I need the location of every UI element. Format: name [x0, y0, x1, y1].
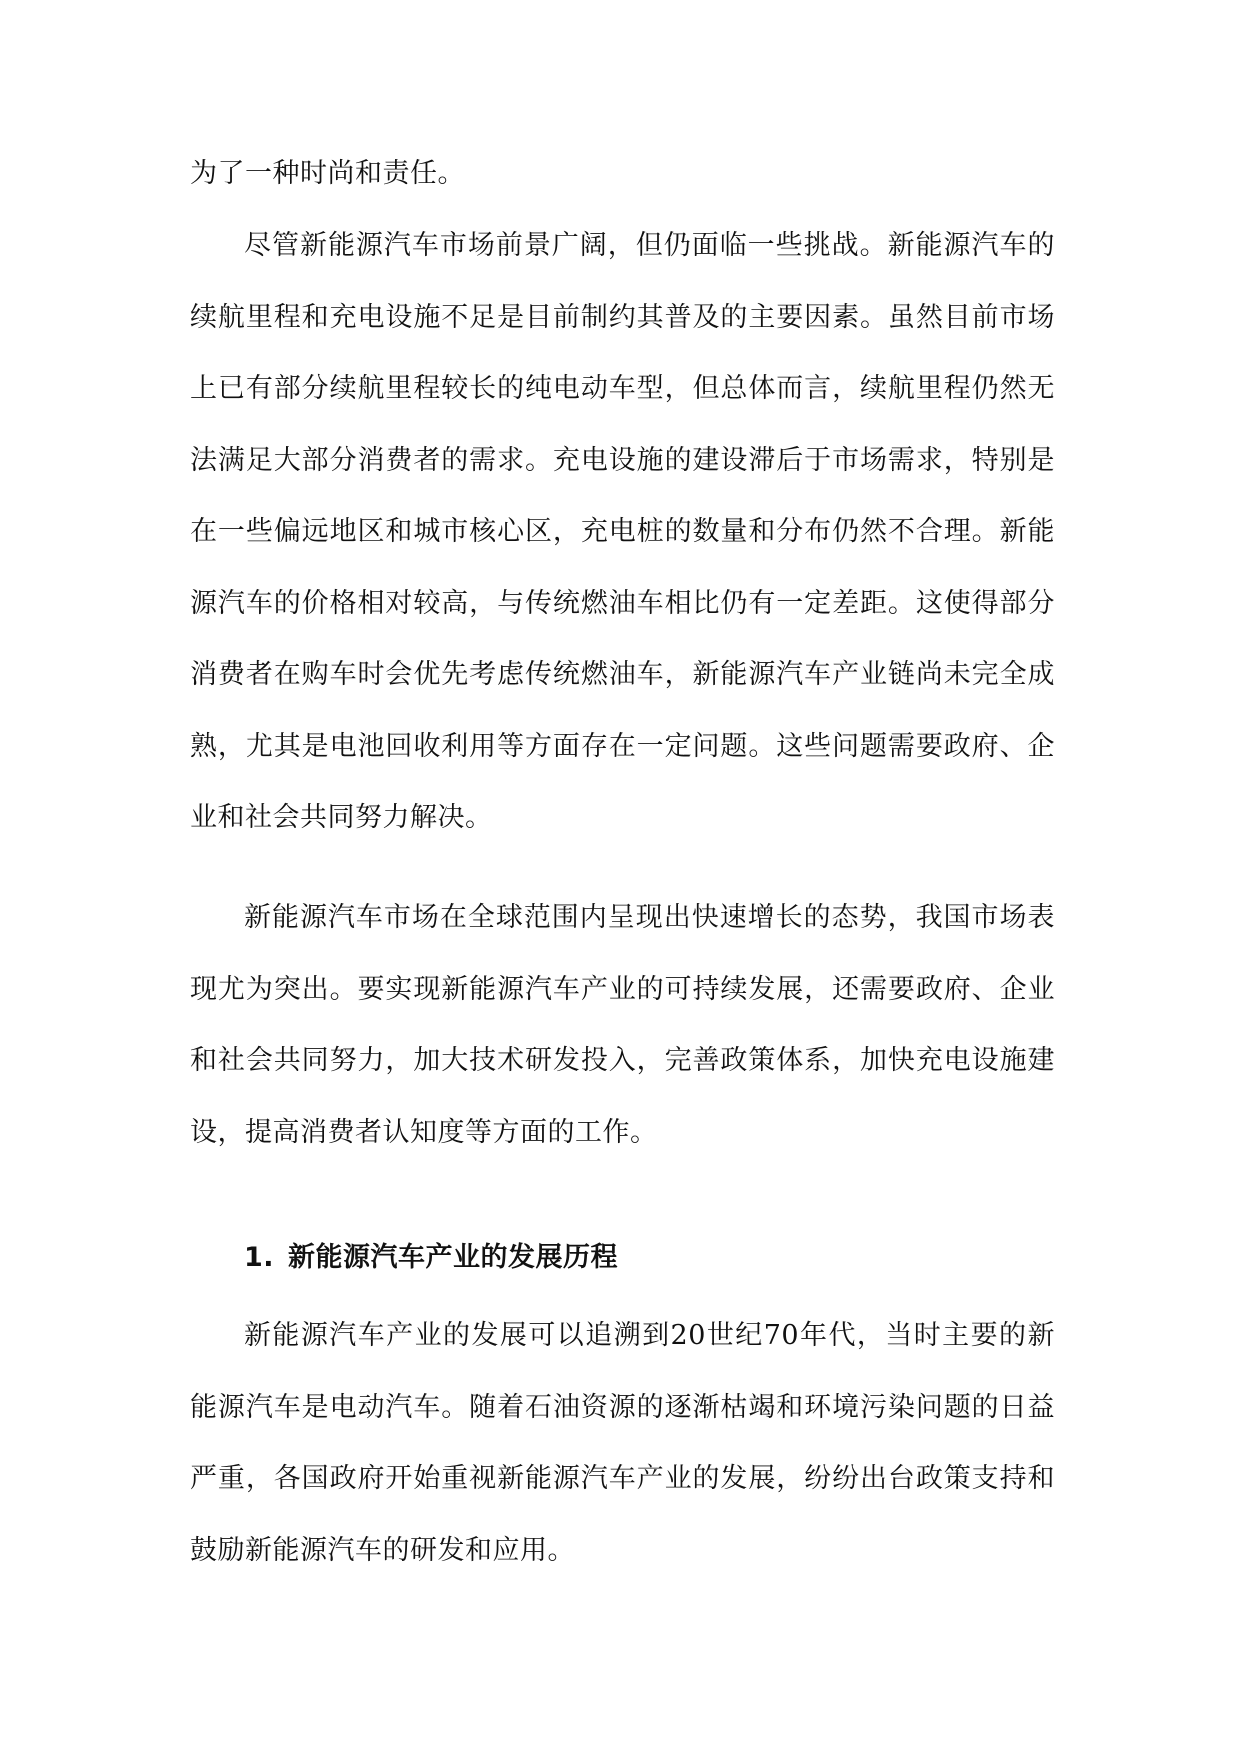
- section-title: 新能源汽车产业的发展历程: [288, 1242, 619, 1273]
- section-number: 1.: [244, 1242, 275, 1273]
- paragraph-market-summary: 新能源汽车市场在全球范围内呈现出快速增长的态势，我国市场表现尤为突出。要实现新能源汽车产业的可持续发展，还需要政府、企业和社会共同努力，加大技术研发投入，完善政策体系，加快充电设施建设，提高消费者认知度等方面的工作。: [190, 902, 1055, 1148]
- section-heading: [244, 1222, 618, 1294]
- paragraph-history: 新能源汽车产业的发展可以追溯到20世纪70年代，当时主要的新能源汽车是电动汽车。随着石油资源的逐渐枯竭和环境污染问题的日益严重，各国政府开始重视新能源汽车产业的发展，纷纷出台政策支持和鼓励新能源汽车的研发和应用。: [190, 1320, 1055, 1566]
- paragraph-continuation: 为了一种时尚和责任。: [190, 158, 465, 189]
- paragraph-challenges: 尽管新能源汽车市场前景广阔，但仍面临一些挑战。新能源汽车的续航里程和充电设施不足是目前制约其普及的主要因素。虽然目前市场上已有部分续航里程较长的纯电动车型，但总体而言，续航里程仍然无法满足大部分消费者的需求。充电设施的建设滞后于市场需求，特别是在一些偏远地区和城市核心区，充电桩的数量和分布仍然不合理。新能源汽车的价格相对较高，与传统燃油车相比仍有一定差距。这使得部分消费者在购车时会优先考虑传统燃油车，新能源汽车产业链尚未完全成熟，尤其是电池回收利用等方面存在一定问题。这些问题需要政府、企业和社会共同努力解决。: [190, 230, 1055, 833]
